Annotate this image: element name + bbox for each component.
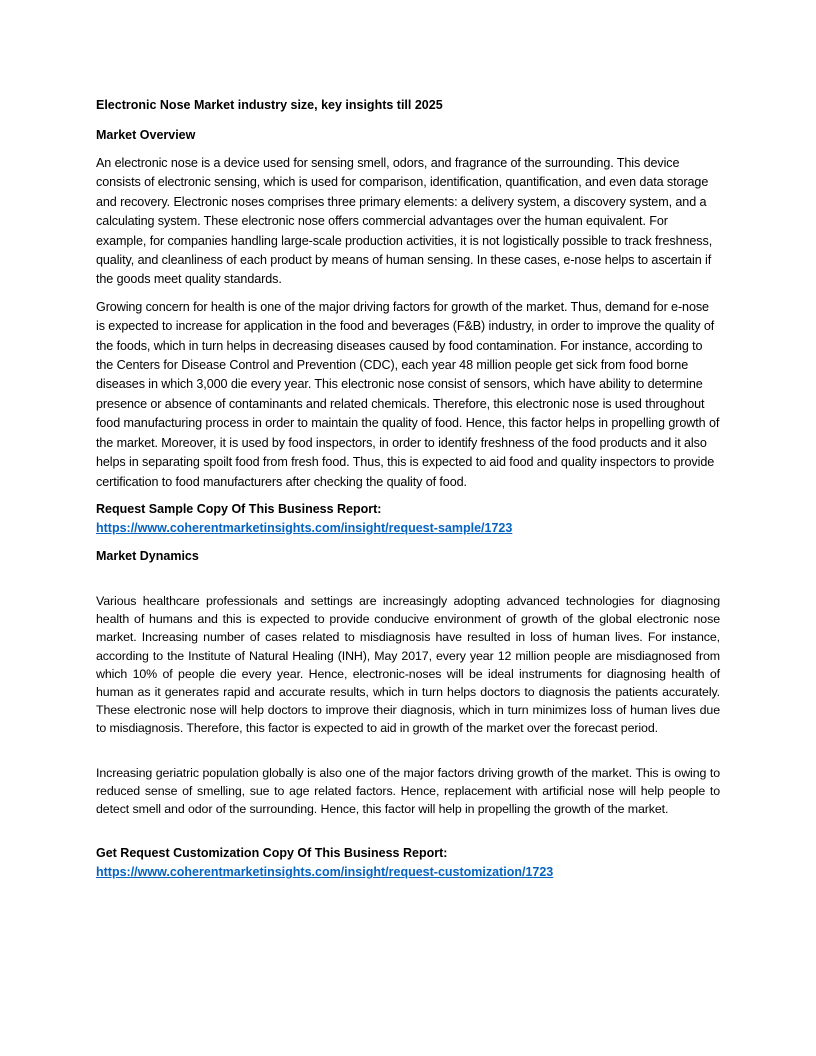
- customization-request-label: Get Request Customization Copy Of This Business Report:: [96, 846, 448, 861]
- market-dynamics-heading: Market Dynamics: [96, 548, 199, 563]
- dynamics-paragraph-2: Increasing geriatric population globally is also one of the major factors driving growth of the market. This is owing to reduced sense of smelling, sue to age related factors. Hence, replacement with artificial nose will help people to detect smell and odor of the surrounding. Hence, this factor will help in propelling the growth of the market.: [96, 765, 720, 816]
- dynamics-paragraph-1: Various healthcare professionals and settings are increasingly adopting advanced technologies for diagnosing health of humans and this is expected to provide conducive environment of growth of the global electronic nose market. Increasing number of cases related to misdiagnosis have resulted in loss of human lives. For instance, according to the Institute of Natural Healing (INH), May 2017, every year 12 million people are misdiagnosed from which 10% of people die every year. Hence, electronic-noses will be ideal instruments for diagnosing health of human as it generates rapid and accurate results, which in turn helps doctors to diagnosis the patients accurately. These electronic nose will help doctors to improve their diagnosis, which in turn minimizes loss of human lives due to misdiagnosis. Therefore, this factor is expected to aid in growth of the market over the forecast period.: [96, 593, 720, 736]
- customization-request-block: [96, 844, 720, 882]
- customization-request-link[interactable]: https://www.coherentmarketinsights.com/insight/request-customization/1723: [96, 865, 554, 880]
- overview-paragraph-2: Growing concern for health is one of the major driving factors for growth of the market. Thus, demand for e-nose is expected to increase for application in the food and beverages (F&B) industry, in order to improve the quality of the foods, which in turn helps in decreasing diseases caused by food contamination. For instance, according to the Centers for Disease Control and Prevention (CDC), each year 48 million people get sick from food borne diseases in which 3,000 die every year. This electronic nose consist of sensors, which have ability to determine presence or absence of contaminants and related chemicals. Therefore, this electronic nose is used throughout food manufacturing process in order to maintain the quality of food. Hence, this factor helps in propelling growth of the market. Moreover, it is used by food inspectors, in order to identify freshness of the food products and it also helps in separating spoilt food from fresh food. Thus, this is expected to aid food and quality inspectors to provide certification to food manufacturers after checking the quality of food.: [96, 299, 720, 489]
- overview-paragraph-1: An electronic nose is a device used for sensing smell, odors, and fragrance of the surrounding. This device consists of electronic sensing, which is used for comparison, identification, quantification, and even data storage and recovery. Electronic noses comprises three primary elements: a delivery system, a discovery system, and a calculating system. These electronic nose offers commercial advantages over the human equivalent. For example, for companies handling large-scale production activities, it is not logistically possible to track freshness, quality, and cleanliness of each product by means of human sensing. In these cases, e-nose helps to ascertain if the goods meet quality standards.: [96, 156, 713, 287]
- spacer: [96, 575, 720, 592]
- document-page: [96, 96, 720, 891]
- market-overview-heading: Market Overview: [96, 128, 196, 142]
- sample-request-block: [96, 500, 720, 538]
- sample-request-link[interactable]: https://www.coherentmarketinsights.com/insight/request-sample/1723: [96, 520, 513, 535]
- document-title: Electronic Nose Market industry size, key insights till 2025: [96, 98, 443, 112]
- spacer: [96, 746, 720, 764]
- sample-request-label: Request Sample Copy Of This Business Report:: [96, 501, 382, 516]
- spacer: [96, 826, 720, 844]
